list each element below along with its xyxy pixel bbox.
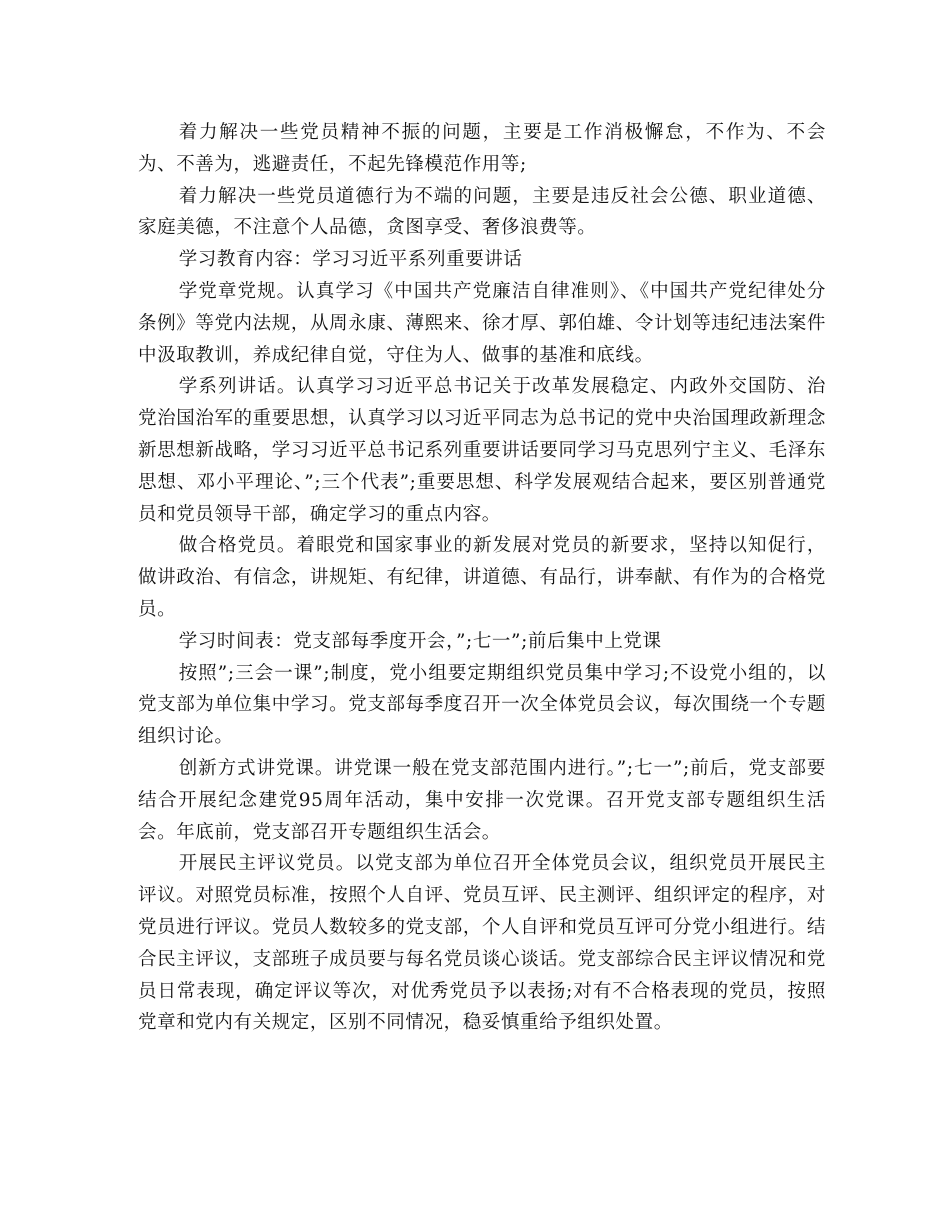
paragraph-party-rules: 学党章党规。认真学习《中国共产党廉洁自律准则》、《中国共产党纪律处分条例》等党内法规，从周永康、薄熙来、徐才厚、郭伯雄、令计划等违纪违法案件中汲取教训，养成纪律自觉，守住为人、做事的基准和底线。 [138,280,826,366]
paragraph-spirit-problem: 着力解决一些党员精神不振的问题，主要是工作消极懈怠，不作为、不会为、不善为，逃避责任，不起先锋模范作用等; [138,122,826,175]
paragraph-three-meetings: 按照”;三会一课”;制度，党小组要定期组织党员集中学习;不设党小组的，以党支部为单位集中学习。党支部每季度召开一次全体党员会议，每次围绕一个专题组织讨论。 [138,662,826,748]
paragraph-content-heading: 学习教育内容：学习习近平系列重要讲话 [178,249,523,271]
paragraph-series-speeches: 学系列讲话。认真学习习近平总书记关于改革发展稳定、内政外交国防、治党治国治军的重要思想，认真学习以习近平同志为总书记的党中央治国理政新理念新思想新战略，学习习近平总书记系列重要讲话要同学习马克思列宁主义、毛泽东思想、邓小平理论、”;三个代表”;重要思想、科学发展观结合起来，要区别普通党员和党员领导干部，确定学习的重点内容。 [138,376,826,525]
document-body [138,117,826,1039]
paragraph-party-lecture: 创新方式讲党课。讲党课一般在党支部范围内进行。”;七一”;前后，党支部要结合开展纪念建党95周年活动，集中安排一次党课。召开党支部专题组织生活会。年底前，党支部召开专题组织生活会。 [138,757,826,843]
paragraph-qualified-member: 做合格党员。着眼党和国家事业的新发展对党员的新要求，坚持以知促行，做讲政治、有信念，讲规矩、有纪律，讲道德、有品行，讲奉献、有作为的合格党员。 [138,535,826,620]
paragraph-democratic-review: 开展民主评议党员。以党支部为单位召开全体党员会议，组织党员开展民主评议。对照党员标准，按照个人自评、党员互评、民主测评、组织评定的程序，对党员进行评议。党员人数较多的党支部，个人自评和党员互评可分党小组进行。结合民主评议，支部班子成员要与每名党员谈心谈话。党支部综合民主评议情况和党员日常表现，确定评议等次，对优秀党员予以表扬;对有不合格表现的党员，按照党章和党内有关规定，区别不同情况，稳妥慎重给予组织处置。 [138,853,826,1034]
paragraph-schedule-heading: 学习时间表：党支部每季度开会，”;七一”;前后集中上党课 [178,630,662,652]
paragraph-moral-problem: 着力解决一些党员道德行为不端的问题，主要是违反社会公德、职业道德、家庭美德，不注意个人品德，贪图享受、奢侈浪费等。 [138,185,826,239]
